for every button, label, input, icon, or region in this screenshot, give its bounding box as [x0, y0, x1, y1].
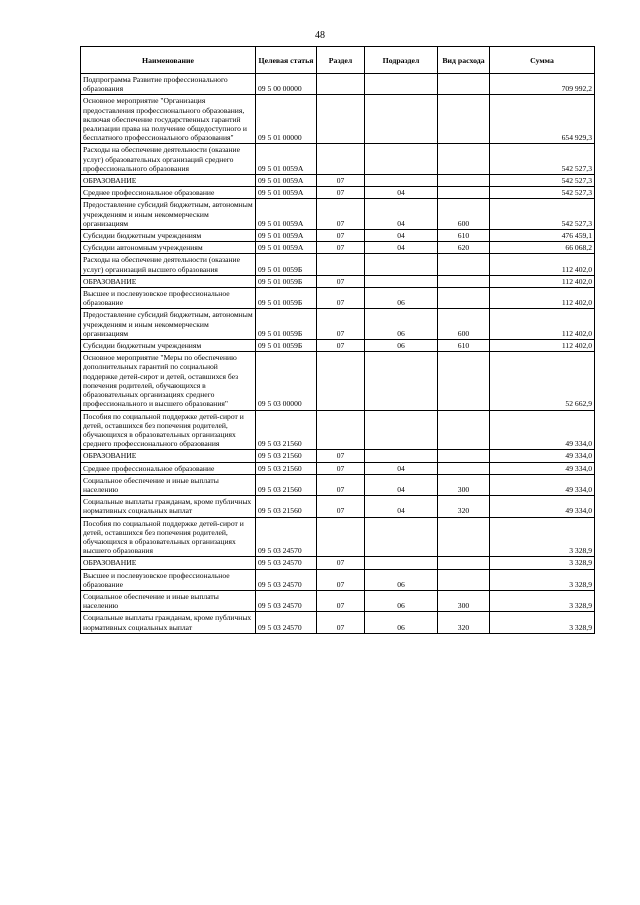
row-subsection	[365, 175, 438, 187]
row-name: Расходы на обеспечение деятельности (оказание услуг) образовательных организаций среднего профессионального образования	[81, 144, 256, 175]
row-name: Субсидии автономным учреждениям	[81, 242, 256, 254]
table-row	[81, 557, 595, 569]
row-section: 07	[317, 175, 365, 187]
row-section: 07	[317, 569, 365, 590]
row-expense-type: 320	[438, 496, 490, 517]
row-expense-type: 320	[438, 612, 490, 633]
row-subsection: 04	[365, 496, 438, 517]
row-name: Субсидии бюджетным учреждениям	[81, 340, 256, 352]
table-row	[81, 275, 595, 287]
row-target-code: 09 5 01 00000	[256, 95, 317, 144]
row-name: Среднее профессиональное образование	[81, 462, 256, 474]
row-target-code: 09 5 01 0059А	[256, 230, 317, 242]
row-expense-type: 610	[438, 230, 490, 242]
row-expense-type	[438, 352, 490, 410]
row-section: 07	[317, 496, 365, 517]
row-name: Пособия по социальной поддержке детей-сирот и детей, оставшихся без попечения родителей, обучающихся в образовательных организациях среднего профессионального образования	[81, 410, 256, 450]
row-section: 07	[317, 462, 365, 474]
table-row	[81, 462, 595, 474]
row-target-code: 09 5 01 0059А	[256, 187, 317, 199]
table-row	[81, 175, 595, 187]
row-section: 07	[317, 557, 365, 569]
row-name: Среднее профессиональное образование	[81, 187, 256, 199]
row-expense-type: 600	[438, 199, 490, 230]
row-section: 07	[317, 275, 365, 287]
row-name: Социальное обеспечение и иные выплаты населению	[81, 474, 256, 495]
row-subsection	[365, 557, 438, 569]
row-name: ОБРАЗОВАНИЕ	[81, 557, 256, 569]
row-sum: 654 929,3	[490, 95, 595, 144]
row-expense-type	[438, 410, 490, 450]
row-subsection	[365, 517, 438, 557]
row-name: Предоставление субсидий бюджетным, автономным учреждениям и иным некоммерческим организациям	[81, 309, 256, 340]
row-sum: 112 402,0	[490, 254, 595, 275]
table-row	[81, 144, 595, 175]
row-subsection	[365, 275, 438, 287]
row-subsection: 04	[365, 242, 438, 254]
row-target-code: 09 5 03 21560	[256, 462, 317, 474]
row-section	[317, 517, 365, 557]
row-subsection: 04	[365, 462, 438, 474]
row-sum: 3 328,9	[490, 517, 595, 557]
row-name: Субсидии бюджетным учреждениям	[81, 230, 256, 242]
table-header-row	[81, 47, 595, 74]
page-number: 48	[315, 30, 325, 41]
row-subsection: 04	[365, 474, 438, 495]
row-section	[317, 254, 365, 275]
column-header-section: Раздел	[317, 47, 365, 74]
row-target-code: 09 5 03 24570	[256, 612, 317, 633]
column-header-name: Наименование	[81, 47, 256, 74]
budget-table	[80, 46, 595, 634]
row-expense-type	[438, 74, 490, 95]
table-row	[81, 254, 595, 275]
row-target-code: 09 5 03 21560	[256, 450, 317, 462]
row-expense-type	[438, 450, 490, 462]
table-row	[81, 612, 595, 633]
row-name: Социальное обеспечение и иные выплаты населению	[81, 590, 256, 611]
row-section	[317, 95, 365, 144]
row-sum: 112 402,0	[490, 309, 595, 340]
row-name: Основное мероприятие "Меры по обеспечению дополнительных гарантий по социальной поддержке детей-сирот и детей, оставшихся без попечения родителей, обучающихся в образовательных организациях среднего профессионального и высшего образования"	[81, 352, 256, 410]
row-expense-type	[438, 288, 490, 309]
row-sum: 542 527,3	[490, 175, 595, 187]
row-section: 07	[317, 199, 365, 230]
row-sum: 542 527,3	[490, 199, 595, 230]
row-subsection: 04	[365, 199, 438, 230]
row-section	[317, 74, 365, 95]
row-sum: 112 402,0	[490, 288, 595, 309]
row-subsection	[365, 352, 438, 410]
row-subsection: 06	[365, 340, 438, 352]
row-expense-type	[438, 275, 490, 287]
row-section: 07	[317, 309, 365, 340]
row-name: Социальные выплаты гражданам, кроме публичных нормативных социальных выплат	[81, 612, 256, 633]
row-subsection	[365, 450, 438, 462]
row-sum: 49 334,0	[490, 450, 595, 462]
row-target-code: 09 5 01 0059А	[256, 242, 317, 254]
row-sum: 476 459,1	[490, 230, 595, 242]
row-section: 07	[317, 450, 365, 462]
row-sum: 3 328,9	[490, 557, 595, 569]
row-sum: 3 328,9	[490, 569, 595, 590]
row-sum: 3 328,9	[490, 612, 595, 633]
row-expense-type	[438, 557, 490, 569]
row-target-code: 09 5 03 24570	[256, 569, 317, 590]
row-sum: 542 527,3	[490, 144, 595, 175]
table-row	[81, 187, 595, 199]
row-subsection: 06	[365, 612, 438, 633]
table-row	[81, 340, 595, 352]
row-sum: 709 992,2	[490, 74, 595, 95]
row-expense-type: 620	[438, 242, 490, 254]
column-header-expense: Вид расхода	[438, 47, 490, 74]
table-row	[81, 496, 595, 517]
row-target-code: 09 5 01 0059Б	[256, 340, 317, 352]
row-subsection	[365, 144, 438, 175]
row-subsection	[365, 74, 438, 95]
row-sum: 66 068,2	[490, 242, 595, 254]
row-name: ОБРАЗОВАНИЕ	[81, 275, 256, 287]
row-expense-type	[438, 254, 490, 275]
row-section: 07	[317, 612, 365, 633]
table-row	[81, 95, 595, 144]
row-expense-type	[438, 95, 490, 144]
row-subsection	[365, 254, 438, 275]
row-expense-type	[438, 175, 490, 187]
row-name: Основное мероприятие "Организация предоставления профессионального образования, включая обеспечение государственных гарантий реализации права на получение общедоступного и бесплатного профессионального образования"	[81, 95, 256, 144]
row-subsection: 06	[365, 569, 438, 590]
row-name: Предоставление субсидий бюджетным, автономным учреждениям и иным некоммерческим организациям	[81, 199, 256, 230]
table-row	[81, 199, 595, 230]
row-sum: 112 402,0	[490, 275, 595, 287]
table-row	[81, 474, 595, 495]
row-subsection: 06	[365, 309, 438, 340]
row-target-code: 09 5 01 0059Б	[256, 275, 317, 287]
row-name: ОБРАЗОВАНИЕ	[81, 175, 256, 187]
row-expense-type: 600	[438, 309, 490, 340]
table-row	[81, 450, 595, 462]
row-section	[317, 352, 365, 410]
row-name: Социальные выплаты гражданам, кроме публичных нормативных социальных выплат	[81, 496, 256, 517]
row-target-code: 09 5 01 0059Б	[256, 254, 317, 275]
row-expense-type	[438, 462, 490, 474]
row-sum: 49 334,0	[490, 410, 595, 450]
table-row	[81, 288, 595, 309]
row-target-code: 09 5 03 00000	[256, 352, 317, 410]
column-header-code: Целевая статья	[256, 47, 317, 74]
row-subsection: 06	[365, 590, 438, 611]
row-sum: 542 527,3	[490, 187, 595, 199]
row-subsection	[365, 95, 438, 144]
table-row	[81, 517, 595, 557]
row-sum: 3 328,9	[490, 590, 595, 611]
row-target-code: 09 5 01 0059А	[256, 199, 317, 230]
row-section	[317, 144, 365, 175]
row-target-code: 09 5 00 00000	[256, 74, 317, 95]
row-expense-type: 300	[438, 590, 490, 611]
row-name: Подпрограмма Развитие профессионального образования	[81, 74, 256, 95]
row-target-code: 09 5 03 21560	[256, 474, 317, 495]
row-section: 07	[317, 340, 365, 352]
row-name: Расходы на обеспечение деятельности (оказание услуг) организаций высшего образования	[81, 254, 256, 275]
row-target-code: 09 5 03 21560	[256, 410, 317, 450]
column-header-sum: Сумма	[490, 47, 595, 74]
row-name: Высшее и послевузовское профессиональное образование	[81, 288, 256, 309]
row-name: ОБРАЗОВАНИЕ	[81, 450, 256, 462]
row-section	[317, 410, 365, 450]
row-section: 07	[317, 474, 365, 495]
row-expense-type	[438, 517, 490, 557]
table-row	[81, 410, 595, 450]
row-subsection: 06	[365, 288, 438, 309]
column-header-subsection: Подраздел	[365, 47, 438, 74]
table-row	[81, 242, 595, 254]
row-name: Высшее и послевузовское профессиональное образование	[81, 569, 256, 590]
table-row	[81, 590, 595, 611]
row-section: 07	[317, 288, 365, 309]
row-expense-type	[438, 569, 490, 590]
row-subsection	[365, 410, 438, 450]
row-name: Пособия по социальной поддержке детей-сирот и детей, оставшихся без попечения родителей, обучающихся в образовательных организациях высшего образования	[81, 517, 256, 557]
table-row	[81, 569, 595, 590]
row-expense-type: 610	[438, 340, 490, 352]
row-expense-type: 300	[438, 474, 490, 495]
row-target-code: 09 5 03 24570	[256, 517, 317, 557]
row-subsection: 04	[365, 230, 438, 242]
row-sum: 49 334,0	[490, 496, 595, 517]
table-row	[81, 230, 595, 242]
row-target-code: 09 5 03 24570	[256, 590, 317, 611]
row-sum: 49 334,0	[490, 474, 595, 495]
row-sum: 52 662,9	[490, 352, 595, 410]
row-section: 07	[317, 187, 365, 199]
row-target-code: 09 5 01 0059А	[256, 175, 317, 187]
row-section: 07	[317, 590, 365, 611]
row-target-code: 09 5 01 0059Б	[256, 309, 317, 340]
table-row	[81, 309, 595, 340]
row-sum: 112 402,0	[490, 340, 595, 352]
row-expense-type	[438, 187, 490, 199]
table-row	[81, 74, 595, 95]
row-target-code: 09 5 03 21560	[256, 496, 317, 517]
table-body	[81, 74, 595, 634]
row-target-code: 09 5 03 24570	[256, 557, 317, 569]
row-sum: 49 334,0	[490, 462, 595, 474]
row-subsection: 04	[365, 187, 438, 199]
row-target-code: 09 5 01 0059Б	[256, 288, 317, 309]
row-target-code: 09 5 01 0059А	[256, 144, 317, 175]
table-row	[81, 352, 595, 410]
row-section: 07	[317, 230, 365, 242]
row-section: 07	[317, 242, 365, 254]
row-expense-type	[438, 144, 490, 175]
